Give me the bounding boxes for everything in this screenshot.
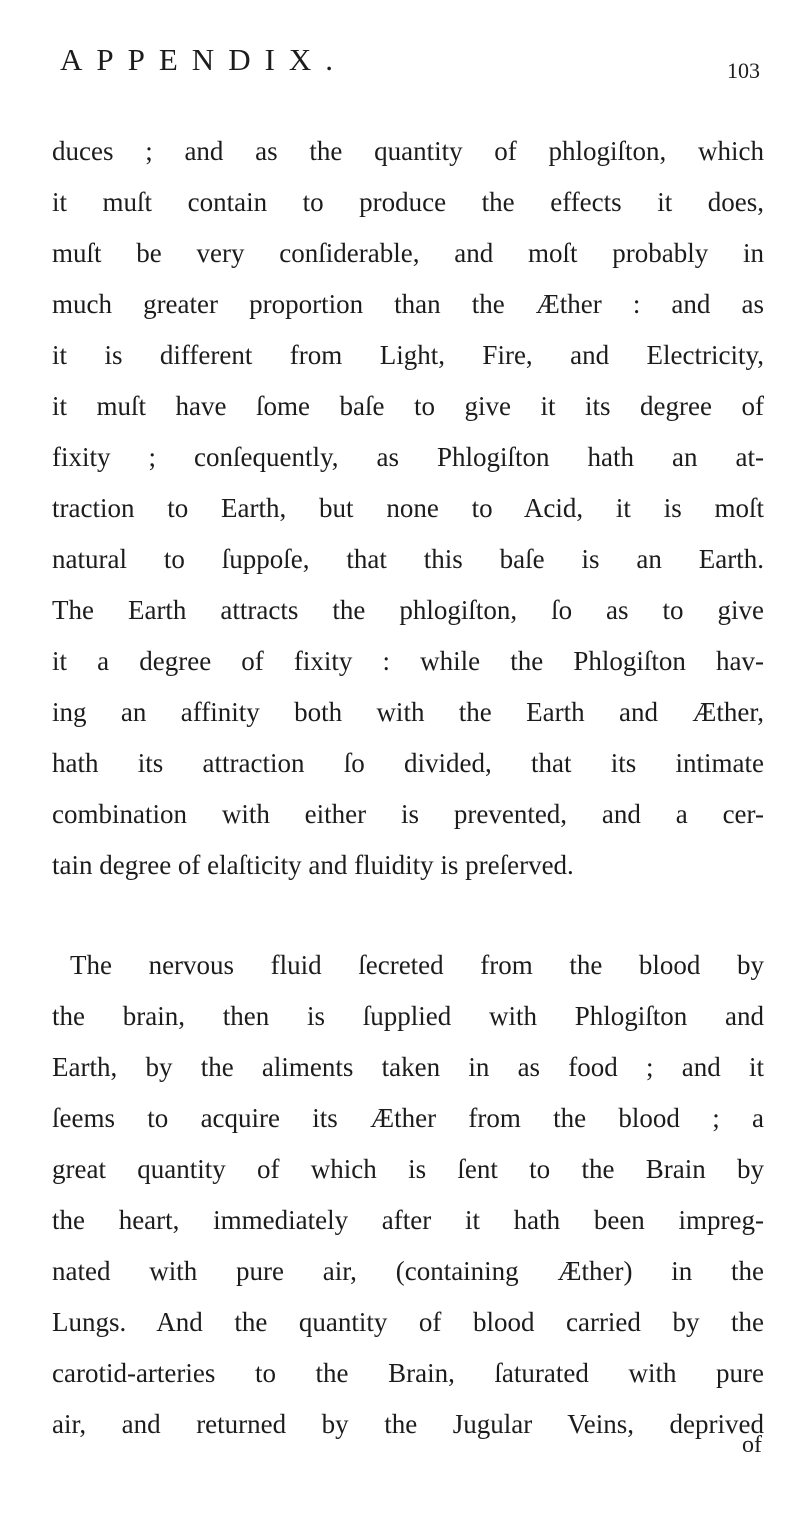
text-line: the brain, then is ſupplied with Phlogiſton and: [52, 1001, 764, 1031]
text-line: muſt be very conſiderable, and moſt probably in: [52, 238, 764, 268]
text-line: tain degree of elaſticity and fluidity is preſerved.: [52, 850, 574, 880]
text-line: nated with pure air, (containing Æther) in the: [52, 1256, 764, 1286]
text-line: fixity ; conſequently, as Phlogiſton hath an at-: [52, 442, 764, 472]
running-title: APPENDIX.: [60, 42, 348, 77]
text-line: The Earth attracts the phlogiſton, ſo as to give: [52, 595, 764, 625]
text-line: ſeems to acquire its Æther from the blood ; a: [52, 1103, 764, 1133]
paragraph-2: [52, 940, 764, 1450]
text-line: carotid-arteries to the Brain, ſaturated with pure: [52, 1358, 764, 1388]
text-line: The nervous fluid ſecreted from the blood by: [70, 950, 764, 980]
running-head: [60, 42, 760, 102]
text-line: it muſt have ſome baſe to give it its degree of: [52, 391, 764, 421]
page-number: 103: [727, 58, 760, 83]
text-line: ing an affinity both with the Earth and Æther,: [52, 697, 764, 727]
text-line: hath its attraction ſo divided, that its intimate: [52, 748, 764, 778]
text-line: much greater proportion than the Æther : and as: [52, 289, 764, 319]
text-line: it is different from Light, Fire, and Electricity,: [52, 340, 764, 370]
text-line: it muſt contain to produce the effects it does,: [52, 187, 764, 217]
catchword: of: [742, 1432, 762, 1458]
paragraph-1: [52, 126, 764, 891]
text-line: great quantity of which is ſent to the Brain by: [52, 1154, 764, 1184]
text-line: Earth, by the aliments taken in as food ; and it: [52, 1052, 764, 1082]
text-line: Lungs. And the quantity of blood carried by the: [52, 1307, 764, 1337]
text-line: the heart, immediately after it hath been impreg-: [52, 1205, 764, 1235]
text-line: combination with either is prevented, and a cer-: [52, 799, 764, 829]
text-line: natural to ſuppoſe, that this baſe is an Earth.: [52, 544, 764, 574]
text-line: it a degree of fixity : while the Phlogiſton hav-: [52, 646, 764, 676]
text-line: traction to Earth, but none to Acid, it is moſt: [52, 493, 764, 523]
text-line: air, and returned by the Jugular Veins, deprived: [52, 1409, 764, 1439]
text-line: duces ; and as the quantity of phlogiſton, which: [52, 136, 764, 166]
